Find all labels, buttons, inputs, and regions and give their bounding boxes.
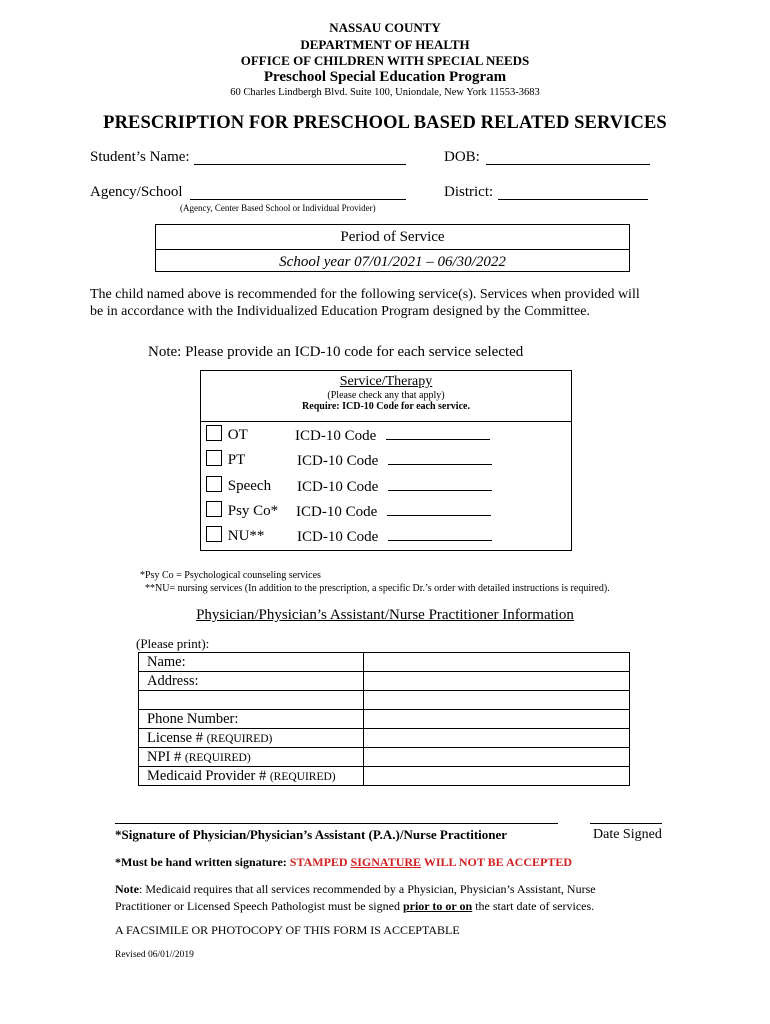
service-name-pt: PT: [227, 452, 246, 468]
pt-checkbox[interactable]: [206, 450, 222, 466]
district-field[interactable]: [498, 185, 648, 200]
warning-suffix: WILL NOT BE ACCEPTED: [423, 855, 572, 869]
physician-info-table: [138, 652, 630, 786]
physician-license-label: [139, 729, 364, 748]
icd-code-field-ot[interactable]: [386, 425, 490, 440]
agency-hint: (Agency, Center Based School or Individual Provider): [180, 203, 376, 213]
medicaid-note-line-2: [115, 898, 655, 915]
icd-note: Note: Please provide an ICD-10 code for each service selected: [148, 344, 524, 360]
icd-code-field-pt[interactable]: [388, 450, 492, 465]
physician-section-title: Physician/Physician’s Assistant/Nurse Practitioner Information: [196, 607, 574, 623]
physician-license-field[interactable]: [364, 729, 630, 748]
medicaid-note-line-1: [115, 881, 655, 898]
physician-medicaid-field[interactable]: [364, 767, 630, 786]
physician-address-field[interactable]: [364, 672, 630, 691]
student-name-label: Student’s Name:: [90, 149, 190, 165]
intro-paragraph: [90, 286, 710, 320]
footnote-nu: **NU= nursing services (In addition to the prescription, a specific Dr.’s order with detailed instructions is required).: [145, 583, 610, 594]
student-name-field[interactable]: [194, 150, 406, 165]
please-print-label: (Please print):: [136, 636, 210, 651]
period-label: Period of Service: [156, 225, 629, 250]
warning-stamped: STAMPED: [289, 855, 348, 869]
icd-code-field-nu[interactable]: [388, 526, 492, 541]
warning-signature: SIGNATURE: [350, 855, 422, 869]
physician-row-medicaid: [139, 767, 630, 786]
facsimile-note: A FACSIMILE OR PHOTOCOPY OF THIS FORM IS ACCEPTABLE: [115, 923, 460, 937]
services-requirement: Require: ICD-10 Code for each service.: [302, 401, 470, 412]
icd-code-row-nu: [297, 526, 492, 546]
physician-row-address-2: [139, 691, 630, 710]
physician-address-field-2[interactable]: [364, 691, 630, 710]
date-signed-line[interactable]: [590, 823, 662, 824]
icd-code-row-psyco: [296, 501, 491, 521]
icd-code-label-pt: ICD-10 Code: [297, 453, 379, 469]
intro-line-1: The child named above is recommended for the following service(s). Services when provided will: [90, 287, 640, 302]
service-name-speech: Speech: [227, 478, 272, 494]
physician-address-line-2: [139, 691, 364, 710]
medicaid-note-bold: Note: [115, 882, 139, 896]
physician-row-license: [139, 729, 630, 748]
district-label: District:: [444, 184, 494, 200]
services-title: Service/Therapy: [339, 374, 433, 389]
medicaid-note-prior: prior to or on: [402, 899, 473, 913]
service-name-ot: OT: [227, 427, 248, 443]
physician-row-npi: [139, 748, 630, 767]
services-header: [201, 371, 571, 422]
nu-checkbox[interactable]: [206, 526, 222, 542]
icd-code-label-speech: ICD-10 Code: [297, 479, 379, 495]
physician-address-label: Address:: [139, 672, 364, 691]
intro-line-2: be in accordance with the Individualized Education Program designed by the Committee.: [90, 304, 590, 319]
license-label-text: License #: [147, 729, 203, 746]
icd-code-label-nu: ICD-10 Code: [297, 529, 379, 545]
signature-label: *Signature of Physician/Physician’s Assistant (P.A.)/Nurse Practitioner: [115, 827, 508, 842]
service-name-nu: NU**: [227, 528, 265, 544]
period-of-service-box: [155, 224, 630, 272]
icd-code-row-pt: [297, 450, 492, 470]
psyco-checkbox[interactable]: [206, 501, 222, 517]
header-program: Preschool Special Education Program: [263, 69, 507, 85]
period-value: School year 07/01/2021 – 06/30/2022: [279, 254, 506, 270]
speech-checkbox[interactable]: [206, 476, 222, 492]
npi-required: (REQUIRED): [184, 751, 251, 764]
medicaid-label-text: Medicaid Provider #: [147, 767, 267, 784]
footnote-psy: *Psy Co = Psychological counseling services: [140, 570, 321, 581]
icd-code-label-ot: ICD-10 Code: [295, 428, 377, 444]
header-county: NASSAU COUNTY: [329, 20, 441, 35]
date-signed-label: Date Signed: [593, 827, 662, 842]
medicaid-note: [115, 881, 655, 915]
medicaid-required: (REQUIRED): [269, 770, 336, 783]
ot-checkbox[interactable]: [206, 425, 222, 441]
icd-code-label-psyco: ICD-10 Code: [296, 504, 378, 520]
dob-label: DOB:: [444, 149, 480, 165]
icd-code-field-speech[interactable]: [388, 476, 492, 491]
dob-field[interactable]: [486, 150, 650, 165]
agency-label: Agency/School: [90, 184, 183, 200]
npi-label-text: NPI #: [147, 748, 182, 765]
service-name-psyco: Psy Co*: [227, 503, 279, 519]
warning-prefix: *Must be hand written signature:: [115, 855, 287, 869]
page-title: PRESCRIPTION FOR PRESCHOOL BASED RELATED SERVICES: [103, 113, 667, 133]
service-row-speech: [206, 476, 271, 496]
icd-code-row-ot: [295, 425, 490, 445]
medicaid-note-text-2a: Practitioner or Licensed Speech Pathologist must be signed: [115, 899, 403, 913]
header-department: DEPARTMENT OF HEALTH: [300, 37, 470, 52]
signature-warning: [115, 855, 572, 870]
physician-phone-label: Phone Number:: [139, 710, 364, 729]
medicaid-note-text-2c: the start date of services.: [472, 899, 595, 913]
services-subtitle: (Please check any that apply): [327, 390, 445, 401]
medicaid-note-text-1: : Medicaid requires that all services recommended by a Physician, Physician’s Assistant, Nurse: [139, 882, 596, 896]
physician-row-address: [139, 672, 630, 691]
service-row-ot: [206, 425, 248, 445]
service-row-nu: [206, 526, 264, 546]
physician-row-phone: [139, 710, 630, 729]
physician-npi-label: [139, 748, 364, 767]
physician-name-label: Name:: [139, 653, 364, 672]
signature-line[interactable]: [115, 823, 558, 824]
service-row-pt: [206, 450, 245, 470]
header-address: 60 Charles Lindbergh Blvd. Suite 100, Uniondale, New York 11553-3683: [230, 87, 540, 98]
icd-code-row-speech: [297, 476, 492, 496]
physician-name-field[interactable]: [364, 653, 630, 672]
agency-field[interactable]: [190, 185, 406, 200]
icd-code-field-psyco[interactable]: [387, 501, 491, 516]
physician-npi-field[interactable]: [364, 748, 630, 767]
service-row-psyco: [206, 501, 278, 521]
license-required: (REQUIRED): [206, 732, 273, 745]
physician-phone-field[interactable]: [364, 710, 630, 729]
physician-row-name: [139, 653, 630, 672]
physician-medicaid-label: [139, 767, 364, 786]
header-office: OFFICE OF CHILDREN WITH SPECIAL NEEDS: [240, 53, 530, 68]
revised-date: Revised 06/01//2019: [115, 950, 194, 960]
